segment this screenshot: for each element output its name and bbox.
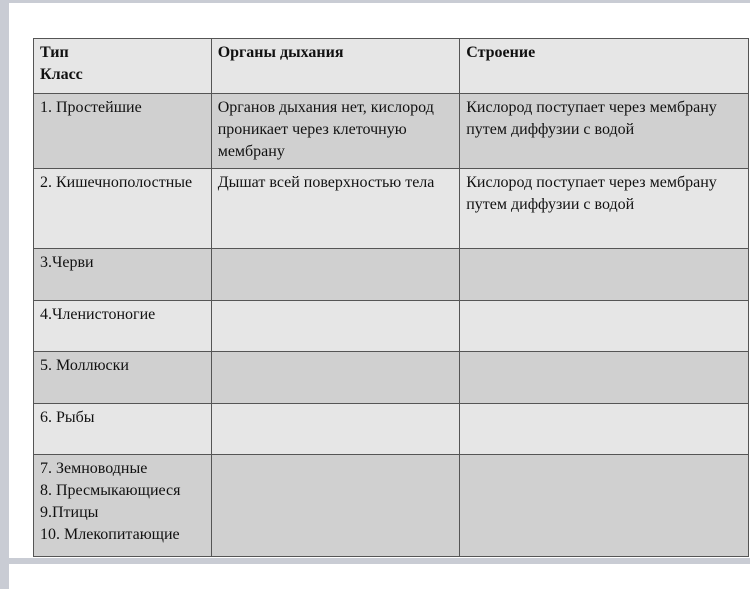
row-structure-cell[interactable]: [460, 301, 749, 352]
row-structure-cell[interactable]: [460, 249, 749, 301]
header-structure: Строение: [460, 39, 749, 94]
row-type-label: 8. Пресмыкающиеся: [40, 482, 181, 499]
header-type-label: Тип: [40, 44, 69, 61]
table-row: [34, 249, 749, 301]
row-type-cell: [34, 249, 212, 301]
row-structure-cell: Кислород поступает через мембрану путем диффузии с водой: [460, 169, 749, 249]
row-type-label: 6. Рыбы: [40, 409, 95, 426]
row-type-label: 4.Членистоногие: [40, 306, 156, 323]
row-organs-cell[interactable]: [211, 301, 460, 352]
respiration-table: [33, 38, 749, 557]
table-row: [34, 455, 749, 557]
row-organs-cell[interactable]: [211, 404, 460, 455]
row-structure-cell[interactable]: [460, 404, 749, 455]
row-type-cell: [34, 94, 212, 169]
row-type-label: 10. Млекопитающие: [40, 526, 180, 543]
frame-top-edge: [0, 0, 750, 3]
table-header-row: [34, 39, 749, 94]
header-type-class: [34, 39, 212, 94]
row-type-label: 7. Земноводные: [40, 460, 148, 477]
table-row: [34, 301, 749, 352]
frame-bottom-edge: [0, 558, 750, 564]
header-organs: Органы дыхания: [211, 39, 460, 94]
row-type-cell: [34, 301, 212, 352]
row-organs-cell[interactable]: [211, 352, 460, 404]
table-row: [34, 404, 749, 455]
row-type-label: 1. Простейшие: [40, 99, 142, 116]
row-type-cell: [34, 455, 212, 557]
row-type-label: 9.Птицы: [40, 504, 99, 521]
row-structure-cell[interactable]: [460, 352, 749, 404]
row-type-label: 3.Черви: [40, 254, 94, 271]
table-row: [34, 169, 749, 249]
header-class-label: Класс: [40, 66, 83, 83]
row-type-label: 5. Моллюски: [40, 357, 129, 374]
frame-left-edge: [0, 0, 9, 589]
row-organs-cell: Органов дыхания нет, кислород проникает через клеточную мембрану: [211, 94, 460, 169]
row-type-label: 2. Кишечнополостные: [40, 174, 193, 191]
table-row: [34, 352, 749, 404]
table-row: [34, 94, 749, 169]
row-type-cell: [34, 404, 212, 455]
row-structure-cell[interactable]: [460, 455, 749, 557]
row-type-cell: [34, 169, 212, 249]
row-type-cell: [34, 352, 212, 404]
row-organs-cell[interactable]: [211, 249, 460, 301]
row-structure-cell: Кислород поступает через мембрану путем диффузии с водой: [460, 94, 749, 169]
row-organs-cell: Дышат всей поверхностью тела: [211, 169, 460, 249]
row-organs-cell[interactable]: [211, 455, 460, 557]
